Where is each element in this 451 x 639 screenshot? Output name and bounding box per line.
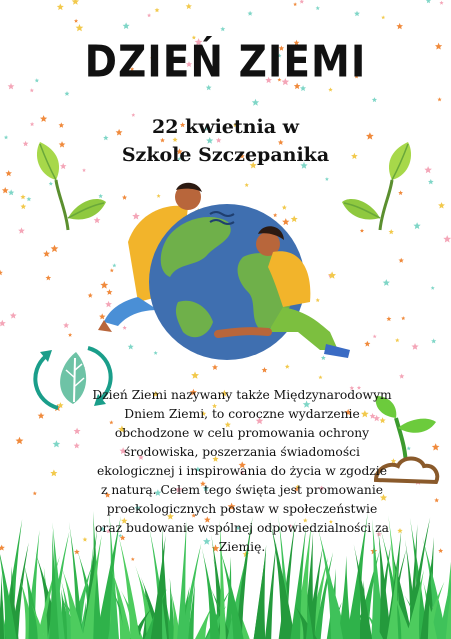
confetti-star: [431, 338, 436, 343]
confetti-star: [439, 1, 443, 5]
confetti-star: [43, 250, 50, 257]
confetti-star: [399, 258, 404, 263]
confetti-star: [88, 293, 93, 298]
confetti-star: [252, 99, 259, 106]
confetti-star: [212, 364, 218, 370]
confetti-star: [30, 88, 34, 92]
confetti-star: [186, 3, 192, 9]
confetti-star: [262, 367, 268, 373]
grass-blade: [265, 543, 276, 639]
confetti-star: [443, 235, 451, 242]
confetti-star: [437, 97, 441, 101]
confetti-star: [206, 137, 213, 144]
confetti-star: [63, 322, 69, 328]
confetti-star: [293, 2, 297, 6]
confetti-star: [316, 6, 320, 10]
confetti-star: [76, 24, 84, 31]
confetti-star: [220, 27, 225, 32]
confetti-star: [160, 138, 165, 143]
confetti-star: [386, 316, 391, 321]
confetti-star: [74, 428, 81, 435]
grass-blade: [254, 545, 267, 639]
confetti-star: [33, 491, 37, 495]
confetti-star: [426, 0, 431, 3]
confetti-star: [373, 334, 377, 338]
confetti-star: [65, 91, 70, 96]
confetti-star: [74, 443, 80, 449]
confetti-star: [74, 19, 78, 23]
confetti-star: [30, 122, 34, 126]
confetti-star: [8, 189, 14, 195]
poster-subtitle-date: 22 kwietnia w: [152, 116, 299, 138]
confetti-star: [0, 270, 3, 276]
confetti-star: [395, 338, 399, 342]
confetti-star: [21, 204, 27, 210]
confetti-star: [40, 115, 47, 122]
confetti-star: [318, 375, 322, 379]
confetti-star: [50, 470, 57, 477]
confetti-star: [191, 371, 199, 378]
confetti-star: [300, 0, 305, 4]
confetti-star: [401, 316, 405, 320]
confetti-star: [396, 23, 403, 29]
confetti-star: [354, 11, 360, 17]
confetti-star: [10, 312, 17, 318]
confetti-star: [0, 320, 6, 327]
confetti-star: [216, 138, 222, 143]
leaf-pair-icon: [28, 140, 108, 235]
confetti-star: [431, 286, 435, 290]
confetti-star: [51, 245, 59, 252]
confetti-star: [6, 170, 12, 176]
poster-subtitle-school: Szkole Szczepanika: [121, 144, 330, 166]
confetti-star: [16, 437, 24, 445]
confetti-star: [364, 341, 370, 347]
confetti-star: [2, 187, 9, 193]
confetti-star: [68, 333, 72, 337]
confetti-star: [285, 364, 290, 368]
confetti-star: [366, 132, 374, 139]
confetti-star: [383, 279, 390, 286]
poster-title: DZIEŃ ZIEMI: [84, 37, 367, 88]
confetti-star: [53, 440, 61, 447]
confetti-star: [424, 166, 432, 173]
confetti-star: [18, 227, 25, 233]
confetti-star: [59, 122, 65, 127]
poster-description: Dzień Ziemi nazywany także Międzynarodowym Dniem Ziemi, to coroczne wydarzenie obchodzone w celu promowania ochrony środowiska, poszerzania świadomości ekologicznej i inspirowania do życia w zgodzie z naturą. Celem tego święta jest promowanie proekologicznych postaw w społeczeństwie oraz budowanie wspólnej odpowiedzialności za Ziemię.: [92, 388, 392, 554]
confetti-star: [248, 11, 253, 16]
confetti-star: [381, 15, 385, 19]
confetti-star: [147, 13, 151, 17]
confetti-star: [123, 22, 130, 29]
confetti-star: [428, 179, 434, 184]
confetti-star: [372, 97, 377, 102]
confetti-star: [46, 275, 52, 280]
confetti-star: [4, 135, 8, 139]
confetti-star: [399, 374, 404, 379]
earth-hug-illustration: [98, 182, 356, 362]
confetti-star: [325, 177, 329, 181]
confetti-star: [155, 8, 160, 13]
confetti-star: [20, 194, 25, 199]
confetti-star: [328, 87, 332, 91]
confetti-star: [412, 343, 419, 350]
confetti-star: [438, 202, 445, 208]
confetti-star: [72, 0, 79, 5]
confetti-star: [57, 4, 64, 11]
